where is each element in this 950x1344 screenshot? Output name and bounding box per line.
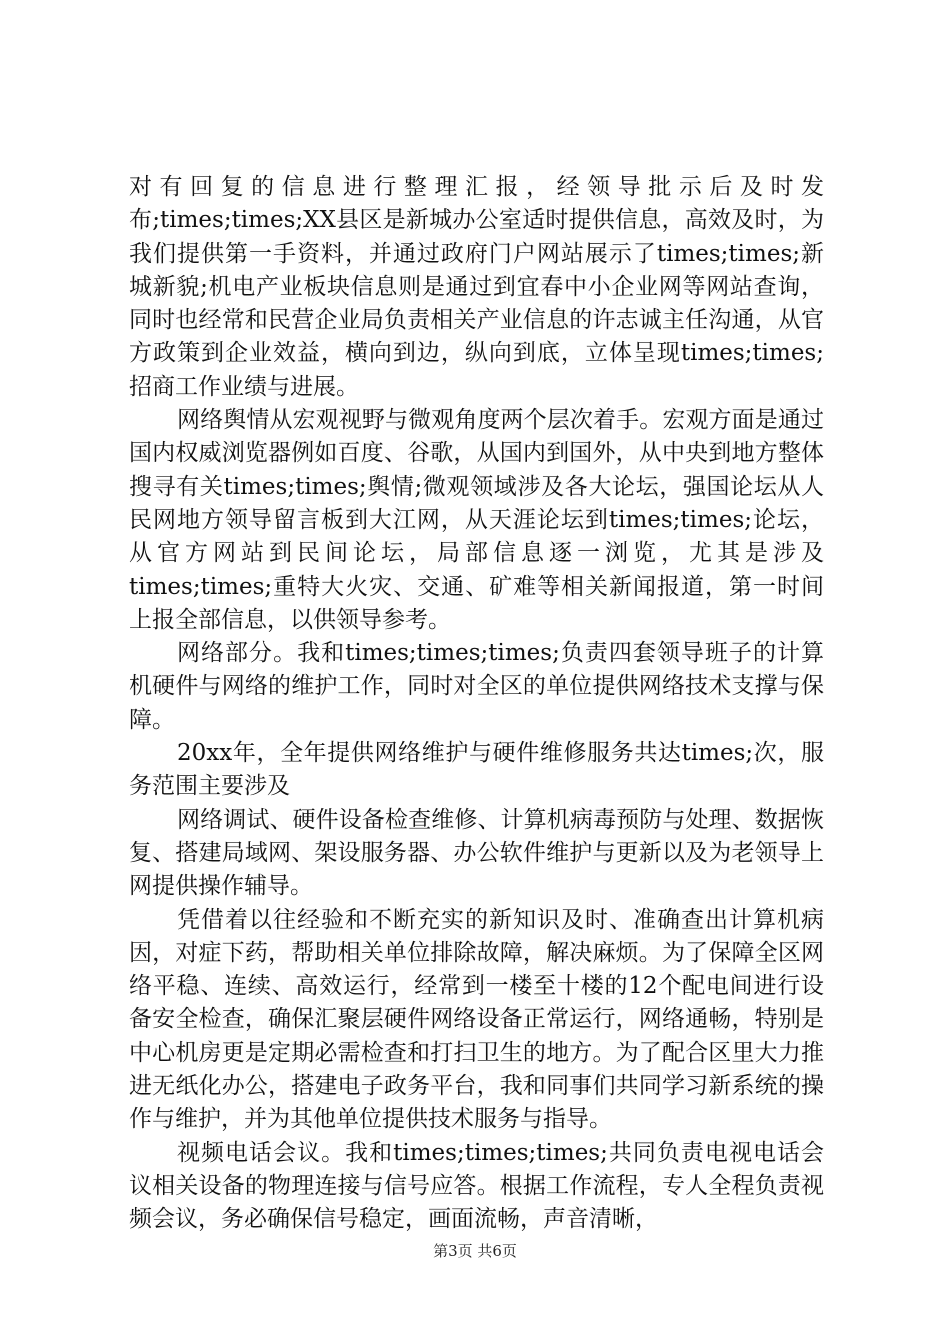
paragraph-2: 网络舆情从宏观视野与微观角度两个层次着手。宏观方面是通过国内权威浏览器例如百度、谷歌，从国内到国外，从中央到地方整体搜寻有关times;times;舆情;微观领域涉及各大论坛，强国论坛从人民网地方领导留言板到大江网，从天涯论坛到times;times;论坛，从官方网站到民间论坛，局部信息逐一浏览，尤其是涉及times;times;重特大火灾、交通、矿难等相关新闻报道，第一时间上报全部信息，以供领导参考。 bbox=[129, 407, 824, 633]
paragraph-4: 20xx年，全年提供网络维护与硬件维修服务共达times;次，服务范围主要涉及 bbox=[129, 740, 824, 800]
document-body bbox=[129, 171, 824, 1237]
paragraph-6: 凭借着以往经验和不断充实的新知识及时、准确查出计算机病因，对症下药，帮助相关单位排除故障，解决麻烦。为了保障全区网络平稳、连续、高效运行，经常到一楼至十楼的12个配电间进行设备安全检查，确保汇聚层硬件网络设备正常运行，网络通畅，特别是中心机房更是定期必需检查和打扫卫生的地方。为了配合区里大力推进无纸化办公，搭建电子政务平台，我和同事们共同学习新系统的操作与维护，并为其他单位提供技术服务与指导。 bbox=[129, 906, 824, 1133]
page-footer: 第3页 共6页 bbox=[433, 1242, 517, 1260]
paragraph-3: 网络部分。我和times;times;times;负责四套领导班子的计算机硬件与网络的维护工作，同时对全区的单位提供网络技术支撑与保障。 bbox=[129, 640, 824, 733]
paragraph-5: 网络调试、硬件设备检查维修、计算机病毒预防与处理、数据恢复、搭建局域网、架设服务器、办公软件维护与更新以及为老领导上网提供操作辅导。 bbox=[129, 806, 824, 900]
paragraph-7: 视频电话会议。我和times;times;times;共同负责电视电话会议相关设备的物理连接与信号应答。根据工作流程，专人全程负责视频会议，务必确保信号稳定，画面流畅，声音清晰， bbox=[129, 1139, 824, 1233]
paragraph-1: 对有回复的信息进行整理汇报，经领导批示后及时发布;times;times;XX县区是新城办公室适时提供信息，高效及时，为我们提供第一手资料，并通过政府门户网站展示了times;times;新城新貌;机电产业板块信息则是通过到宜春中小企业网等网站查询，同时也经常和民营企业局负责相关产业信息的许志诚主任沟通，从官方政策到企业效益，横向到边，纵向到底，立体呈现times;times;招商工作业绩与进展。 bbox=[129, 174, 824, 400]
